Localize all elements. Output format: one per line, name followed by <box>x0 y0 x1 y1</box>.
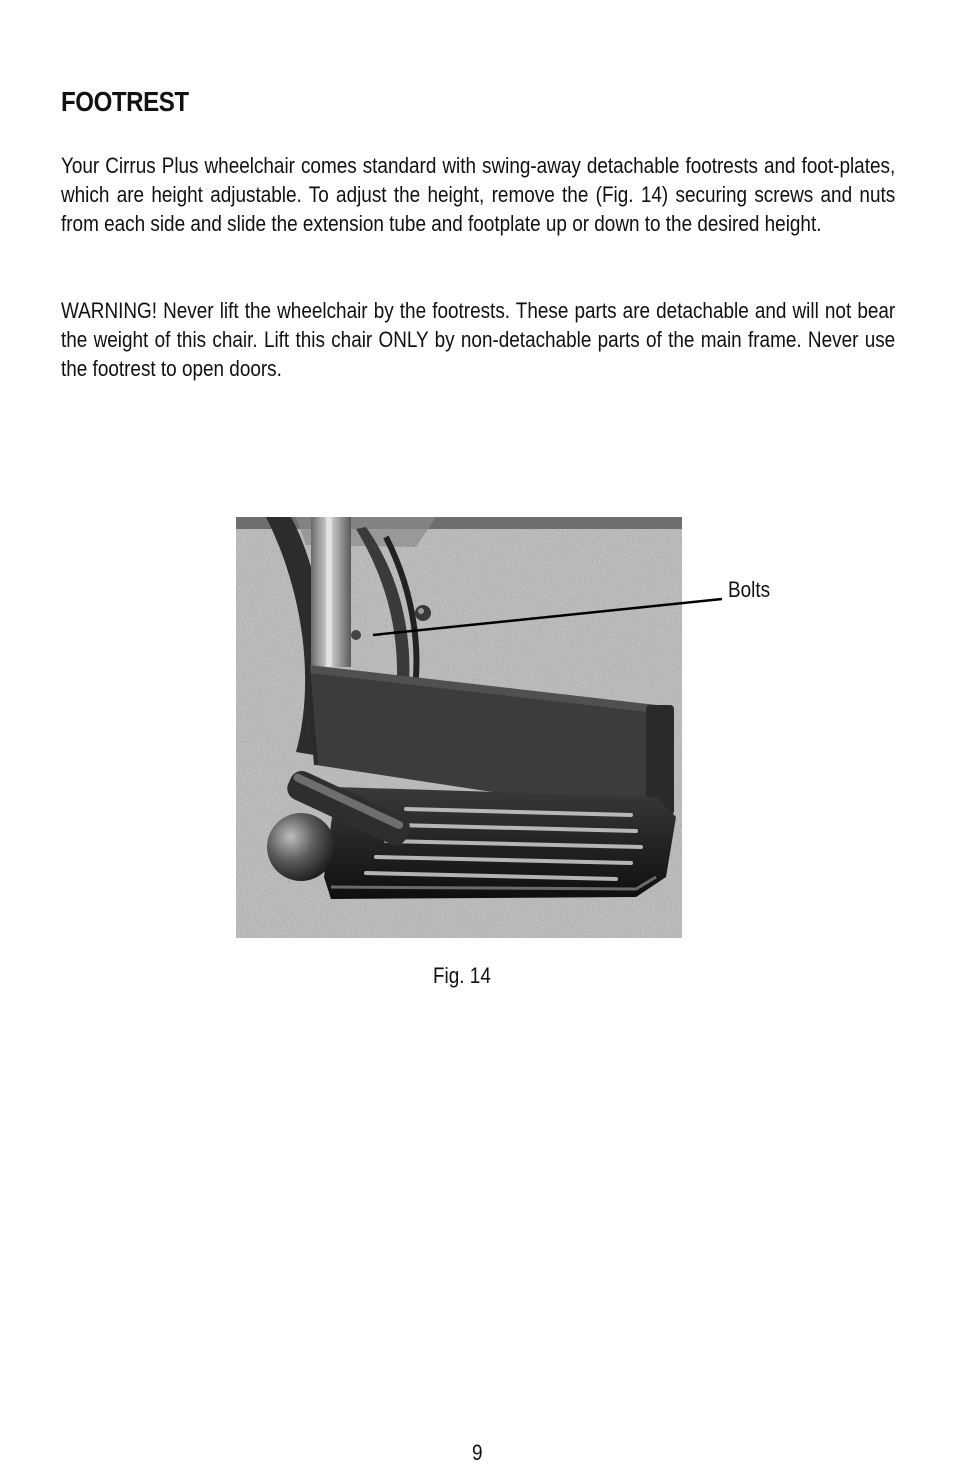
bolts-callout-label: Bolts <box>728 577 771 602</box>
paragraph-adjust-height: Your Cirrus Plus wheelchair comes standard with swing-away detachable footrests and foot-plates, which are height adjustable. To adjust the height, remove the (Fig. 14) securing screws and nuts from each side and slide the extension tube and footplate up or down to the desired height. <box>61 153 896 236</box>
page-number: 9 <box>472 1440 483 1465</box>
paragraph-warning: WARNING! Never lift the wheelchair by the footrests. These parts are detachable and will not bear the weight of this chair. Lift this chair ONLY by non-detachable parts of the main frame. Never use the footrest to open doors. <box>61 298 896 381</box>
figure-caption: Fig. 14 <box>433 963 491 988</box>
section-title: FOOTREST <box>61 86 189 117</box>
footrest-photo <box>236 517 682 938</box>
